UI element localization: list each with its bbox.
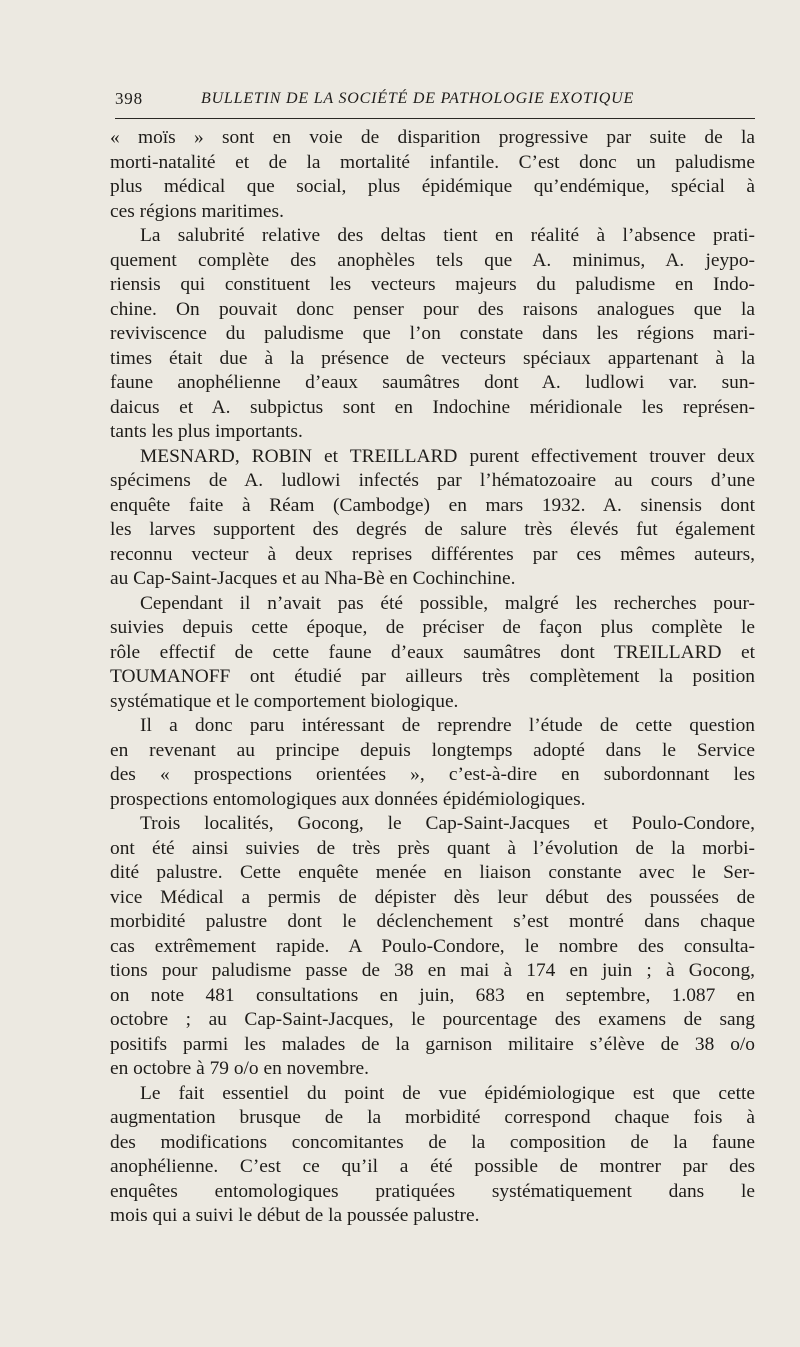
- text-line: augmentation brusque de la morbidité correspond chaque fois à: [110, 1107, 755, 1128]
- text-line: en revenant au principe depuis longtemps adopté dans le Service: [110, 739, 755, 761]
- text-line: positifs parmi les malades de la garnison militaire s’élève de 38 o/o: [110, 1033, 755, 1055]
- text-line: La salubrité relative des deltas tient en réalité à l’absence prati-: [140, 225, 755, 246]
- text-line: enquêtes entomologiques pratiquées systématiquement dans le: [110, 1180, 755, 1202]
- text-line: on note 481 consultations en juin, 683 en septembre, 1.087 en: [110, 984, 755, 1006]
- text-line: tants les plus importants.: [110, 421, 303, 442]
- text-line: mois qui a suivi le début de la poussée palustre.: [110, 1205, 480, 1226]
- text-line: morbidité palustre dont le déclenchement s’est montré dans chaque: [110, 911, 755, 932]
- paragraph-4: [110, 592, 755, 715]
- text-line: Trois localités, Gocong, le Cap-Saint-Jacques et Poulo-Condore,: [140, 813, 755, 834]
- article-body: [110, 126, 755, 1229]
- paragraph-3: [110, 445, 755, 592]
- text-line: rôle effectif de cette faune d’eaux saumâtres dont TREILLARD et: [110, 641, 755, 663]
- text-line: Le fait essentiel du point de vue épidémiologique est que cette: [140, 1082, 755, 1104]
- text-line: systématique et le comportement biologique.: [110, 690, 459, 712]
- paragraph-6: [110, 812, 755, 1082]
- text-line: des « prospections orientées », c’est-à-dire en subordonnant les: [110, 764, 755, 785]
- text-line: anophélienne. C’est ce qu’il a été possible de montrer par des: [110, 1156, 755, 1177]
- text-line: daicus et A. subpictus sont en Indochine méridionale les représen-: [110, 396, 755, 418]
- text-line: times était due à la présence de vecteurs spéciaux appartenant à la: [110, 347, 755, 369]
- text-line: MESNARD, ROBIN et TREILLARD purent effectivement trouver deux: [140, 445, 755, 467]
- paragraph-5: [110, 714, 755, 812]
- text-line: ont été ainsi suivies de très près quant à l’évolution de la morbi-: [110, 837, 755, 859]
- text-line: au Cap-Saint-Jacques et au Nha-Bè en Cochinchine.: [110, 568, 516, 589]
- text-line: plus médical que social, plus épidémique qu’endémique, spécial à: [110, 176, 755, 197]
- paragraph-2: [110, 224, 755, 445]
- text-line: prospections entomologiques aux données épidémiologiques.: [110, 788, 586, 810]
- text-line: vice Médical a permis de dépister dès leur début des poussées de: [110, 886, 755, 908]
- text-line: octobre ; au Cap-Saint-Jacques, le pourcentage des examens de sang: [110, 1009, 755, 1030]
- text-line: ces régions maritimes.: [110, 200, 284, 222]
- text-line: « moïs » sont en voie de disparition progressive par suite de la: [110, 127, 755, 148]
- paragraph-1: [110, 126, 755, 224]
- text-line: morti-natalité et de la mortalité infantile. C’est donc un paludisme: [110, 151, 755, 173]
- text-line: les larves supportent des degrés de salure très élevés fut également: [110, 519, 755, 540]
- text-line: cas extrêmement rapide. A Poulo-Condore, le nombre des consulta-: [110, 935, 755, 957]
- text-line: reviviscence du paludisme que l’on constate dans les régions mari-: [110, 323, 755, 344]
- journal-title: BULLETIN DE LA SOCIÉTÉ DE PATHOLOGIE EXOTIQUE: [201, 90, 635, 107]
- text-line: Il a donc paru intéressant de reprendre l’étude de cette question: [140, 715, 755, 736]
- text-line: enquête faite à Réam (Cambodge) en mars 1932. A. sinensis dont: [110, 494, 755, 516]
- text-line: suivies depuis cette époque, de préciser de façon plus complète le: [110, 617, 755, 638]
- text-line: Cependant il n’avait pas été possible, malgré les recherches pour-: [140, 592, 755, 614]
- text-line: TOUMANOFF ont étudié par ailleurs très complètement la position: [110, 666, 755, 687]
- page-number: 398: [115, 89, 143, 108]
- header-rule: [115, 118, 755, 119]
- text-line: en octobre à 79 o/o en novembre.: [110, 1058, 369, 1079]
- paragraph-7: [110, 1082, 755, 1229]
- text-line: spécimens de A. ludlowi infectés par l’hématozoaire au cours d’une: [110, 470, 755, 491]
- text-line: reconnu vecteur à deux reprises différentes par ces mêmes auteurs,: [110, 543, 755, 565]
- text-line: faune anophélienne d’eaux saumâtres dont A. ludlowi var. sun-: [110, 372, 755, 393]
- text-line: chine. On pouvait donc penser pour des raisons analogues que la: [110, 298, 755, 320]
- text-line: dité palustre. Cette enquête menée en liaison constante avec le Ser-: [110, 862, 755, 883]
- text-line: tions pour paludisme passe de 38 en mai à 174 en juin ; à Gocong,: [110, 960, 755, 981]
- text-line: riensis qui constituent les vecteurs majeurs du paludisme en Indo-: [110, 274, 755, 295]
- text-line: des modifications concomitantes de la composition de la faune: [110, 1131, 755, 1153]
- text-line: quement complète des anophèles tels que A. minimus, A. jeypo-: [110, 249, 755, 271]
